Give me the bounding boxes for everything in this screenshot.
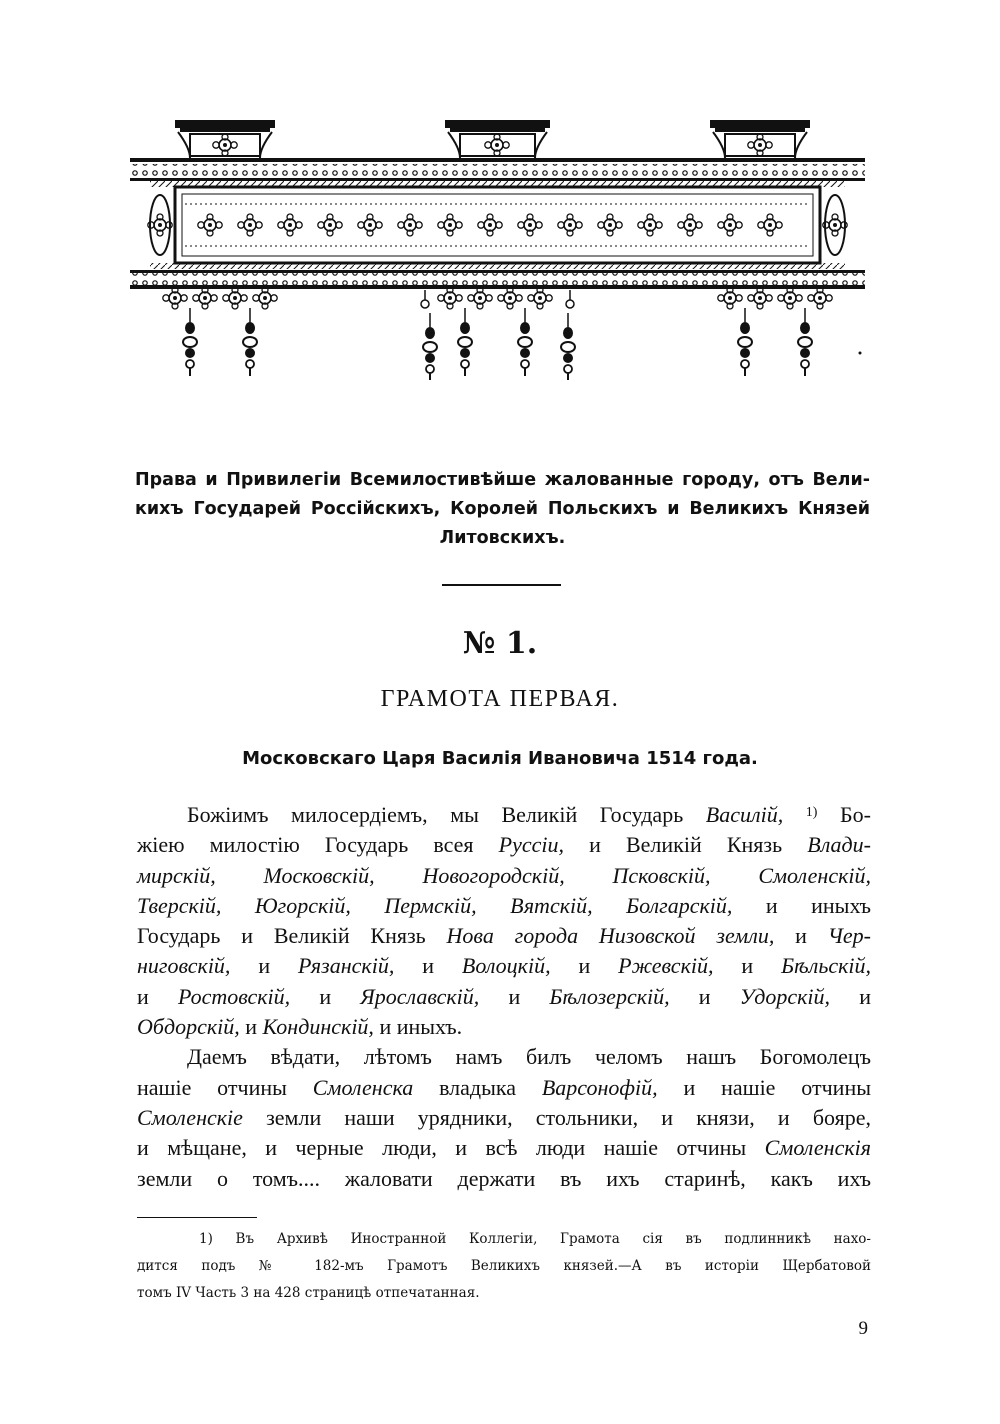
body-text-run: Рязанскій, [298, 953, 395, 979]
body-line [137, 982, 871, 1012]
body-text-run: и [669, 983, 740, 1009]
ornamental-header-band [130, 118, 865, 380]
body-text-run: владыка [413, 1074, 542, 1100]
body-text-run: и мѣщане, и черные люди, и всѣ люди нашіе отчины [137, 1135, 765, 1161]
page-number: 9 [858, 1318, 868, 1339]
body-text-run: Ярославскій, [360, 983, 480, 1009]
body-text [137, 800, 871, 1194]
document-number: № 1. [462, 626, 538, 661]
document-title: ГРАМОТА ПЕРВАЯ. [380, 686, 620, 712]
collection-title-line: Литовскихъ. [439, 528, 566, 548]
body-line [137, 921, 871, 951]
body-text-run: Волоцкій, [461, 953, 551, 979]
body-text-run: и [713, 953, 782, 979]
body-text-run: Кондинскій, [262, 1014, 374, 1040]
garland-left-icon [163, 287, 277, 376]
footnote-line: 1) Въ Архивѣ Иностранной Коллегіи, Грамота сія въ подлинникѣ нахо- [199, 1231, 871, 1247]
body-line [137, 830, 871, 860]
body-line [137, 951, 871, 981]
body-text-run: Смоленска [312, 1074, 414, 1100]
body-text-run: Бо- [817, 802, 871, 827]
body-text-run: мирскій, Московскій, Новогородскій, Псковскій, Смоленскій, [137, 862, 871, 888]
body-text-run: и иныхъ. [373, 1014, 463, 1040]
body-text-run: Обдорскій, [137, 1014, 240, 1040]
collection-title-line: Права и Привилегіи Всемилостивѣйше жалованные городу, отъ Вели- [135, 470, 870, 490]
body-text-run: земли о томъ.... жаловати держати въ ихъ старинѣ, какъ ихъ [137, 1165, 871, 1191]
capital-center-icon [445, 120, 550, 158]
body-text-run: и нашіе отчины [657, 1074, 871, 1100]
body-line [137, 1103, 871, 1133]
body-text-run: Государь и Великій Князь [137, 923, 447, 949]
body-text-run: Нова города Низовской земли, [446, 923, 775, 949]
body-text-run: и [774, 923, 828, 949]
body-text-run: Ржевскій, [618, 953, 714, 979]
capital-left-icon [175, 120, 275, 158]
body-text-run: и [230, 953, 299, 979]
body-text-run: Божіимъ милосердіемъ, мы Великій Государь [187, 802, 706, 827]
footnote-line: томъ IV Часть 3 на 428 страницѣ отпечатанная. [137, 1285, 480, 1301]
footnote-ref: 1) [805, 805, 818, 820]
body-text-run: Влади- [807, 832, 872, 858]
body-text-run: и [479, 983, 550, 1009]
body-text-run: Чер- [827, 923, 871, 949]
body-text-run: ниговскій, [137, 953, 231, 979]
footnote-line: дится подъ № 182-мъ Грамотъ Великихъ князей.—А въ исторіи Щербатовой [137, 1258, 871, 1274]
garland-right-icon [718, 287, 832, 376]
body-text-run [783, 802, 806, 827]
body-line [137, 1073, 871, 1103]
body-text-run: Смоленскіе [137, 1104, 243, 1130]
footnote [137, 1226, 871, 1307]
title-divider [442, 584, 561, 586]
capital-right-icon [710, 120, 810, 158]
body-text-run: Руссіи, [498, 832, 565, 858]
body-text-run: и иныхъ [732, 892, 871, 918]
document-subtitle: Московскаго Царя Василія Ивановича 1514 года. [242, 748, 758, 769]
body-text-run: и [550, 953, 619, 979]
body-line [137, 1164, 871, 1194]
body-line [137, 800, 871, 830]
body-line [137, 861, 871, 891]
body-text-run: и [394, 953, 462, 979]
body-text-run: земли наши урядники, стольники, и князи, и бояре, [242, 1104, 871, 1130]
body-text-run: Бѣльскій, [781, 953, 872, 979]
garland-center-icon [421, 287, 575, 380]
body-text-run: Удорскій, [739, 983, 831, 1009]
body-text-run: Даемъ вѣдати, лѣтомъ намъ билъ челомъ нашъ Богомолецъ [187, 1044, 871, 1070]
body-line [137, 891, 871, 921]
body-text-run: Тверскій, Югорскій, Пермскій, Вятскій, Болгарскій, [137, 892, 733, 918]
collection-title [135, 466, 870, 553]
body-text-run: жіею милостію Государь всея [137, 832, 499, 858]
footnote-divider [137, 1217, 257, 1218]
body-text-run: и Великій Князь [564, 832, 808, 858]
collection-title-line: кихъ Государей Россійскихъ, Королей Польскихъ и Великихъ Князей [135, 499, 870, 519]
body-line [137, 1012, 871, 1042]
body-text-run: Варсонофій, [541, 1074, 658, 1100]
body-text-run: и [830, 983, 871, 1009]
body-line [137, 1133, 871, 1163]
body-text-run: нашіе отчины [137, 1074, 313, 1100]
body-text-run: Василій, [705, 802, 784, 827]
body-text-run: Смоленскія [764, 1135, 871, 1161]
rosette-garland-icon [198, 214, 782, 236]
body-text-run: и [290, 983, 361, 1009]
body-line [137, 1042, 871, 1072]
body-text-run: Бѣлозерскій, [549, 983, 670, 1009]
body-text-run: и [137, 983, 178, 1009]
body-text-run: Ростовскій, [177, 983, 291, 1009]
body-text-run: и [239, 1014, 263, 1040]
